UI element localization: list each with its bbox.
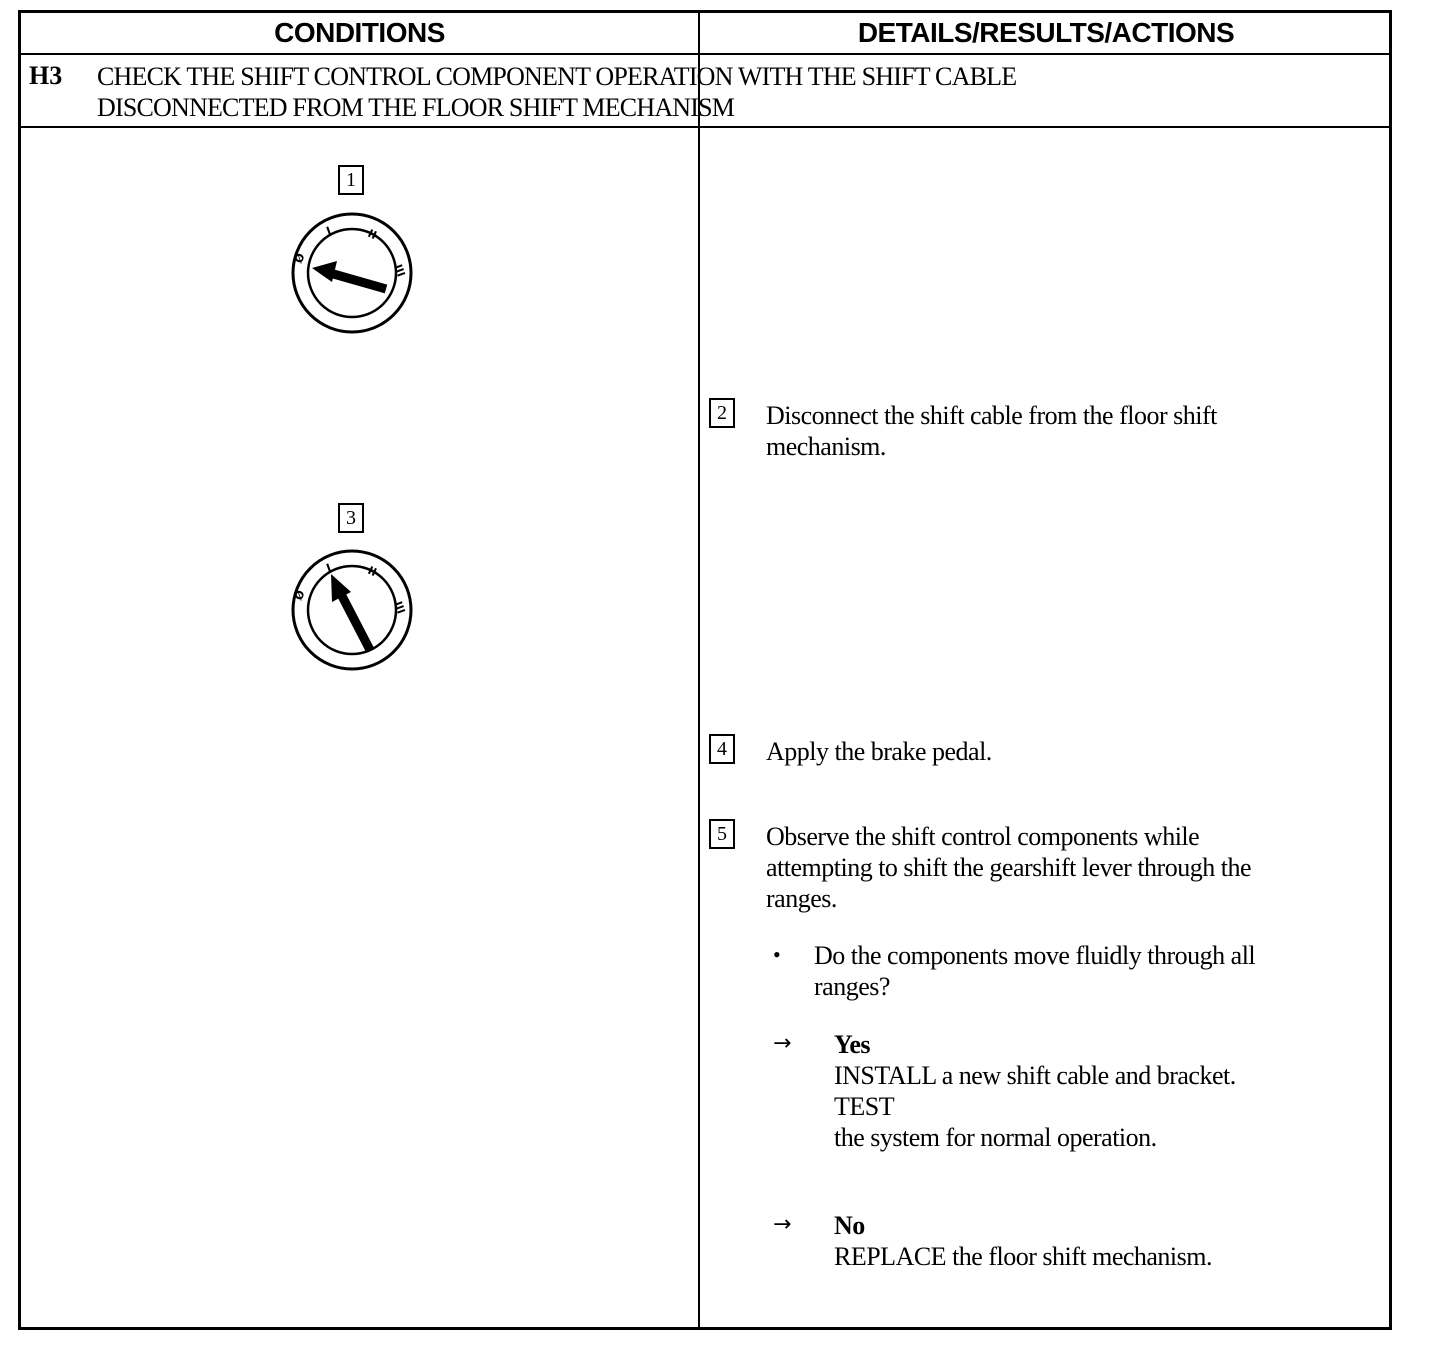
step-code: H3 [29,61,63,90]
callout-2: 2 [709,398,735,428]
dial-label-acc: I [324,561,333,575]
title-divider [21,126,1389,128]
arrow-right-icon: → [773,1212,792,1237]
callout-3: 3 [338,503,364,533]
ignition-switch-icon [290,211,414,335]
text-line: REPLACE the floor shift mechanism. [834,1242,1213,1271]
text-line: Observe the shift control components while [766,822,1200,851]
yes-label: Yes [834,1030,871,1059]
dial-label-off: Ø [291,251,308,266]
action-text [766,821,1251,914]
details-header: DETAILS/RESULTS/ACTIONS [857,17,1235,48]
conditions-header: CONDITIONS [274,17,445,48]
text-line: mechanism. [766,432,886,461]
question-text [814,940,1255,1002]
dial-pointer [312,261,386,289]
text-line: Do the components move fluidly through all [814,941,1256,970]
column-divider [698,13,700,1327]
text-line: the system for normal operation. [834,1123,1157,1152]
step-title [97,61,1297,123]
text-line: ranges? [814,972,890,1001]
callout-1: 1 [338,165,364,195]
action-text: Apply the brake pedal. [766,737,992,766]
text-line: INSTALL a new shift cable and bracket. [834,1061,1236,1090]
yes-result [834,1029,1236,1153]
dial-label-start: III [391,599,408,616]
callout-4: 4 [709,734,735,764]
no-label: No [834,1211,865,1240]
text-line: TEST [834,1092,895,1121]
dial-label-off: Ø [291,588,308,603]
callout-5: 5 [709,819,735,849]
dial-label-acc: I [324,224,333,238]
action-text [766,400,1217,462]
dial-label-on: II [365,226,379,243]
arrow-right-icon: → [773,1031,792,1056]
header-divider [21,53,1389,55]
text-line: ranges. [766,884,837,913]
ignition-switch-icon [290,548,414,672]
text-line: Disconnect the shift cable from the floor shift [766,401,1217,430]
diagnostic-table [18,10,1392,1330]
no-result [834,1210,1212,1272]
dial-label-start: III [391,262,408,279]
step-title-line: CHECK THE SHIFT CONTROL COMPONENT OPERATION WITH THE SHIFT CABLE [97,62,1017,91]
dial-pointer [331,574,370,650]
text-line: attempting to shift the gearshift lever through the [766,853,1251,882]
step-title-line: DISCONNECTED FROM THE FLOOR SHIFT MECHANISM [97,93,735,122]
bullet-icon: • [773,942,781,967]
dial-label-on: II [365,563,379,580]
